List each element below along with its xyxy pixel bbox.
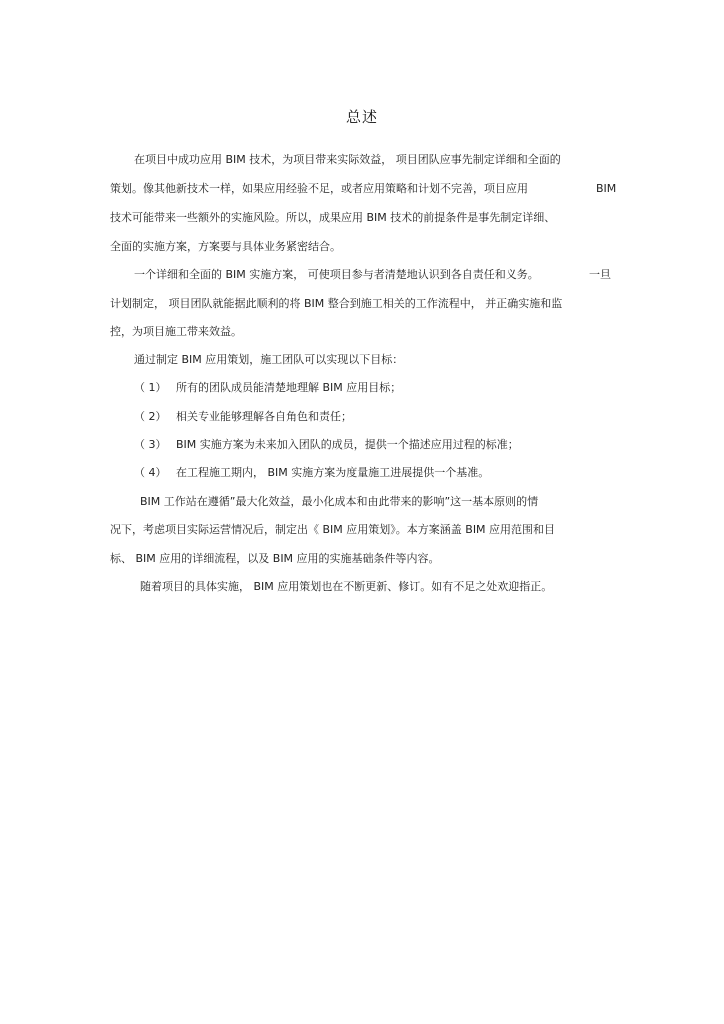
paragraph2-line1: 一个详细和全面的 BIM 实施方案， 可使项目参与者清楚地认识到各自责任和义务。: [134, 268, 539, 281]
goal-item-number: （ 3）: [134, 438, 167, 451]
paragraph1-line1: 在项目中成功应用 BIM 技术，为项目带来实际效益， 项目团队应事先制定详细和全面的: [134, 153, 561, 166]
goal-item-1: [134, 381, 401, 395]
paragraph1-line3: 技术可能带来一些额外的实施风险。所以，成果应用 BIM 技术的前提条件是事先制定详细、: [110, 211, 556, 224]
paragraph2-line2: 计划制定， 项目团队就能据此顺利的将 BIM 整合到施工相关的工作流程中， 并正确实施和监: [110, 297, 563, 310]
goal-item-text: BIM 实施方案为未来加入团队的成员，提供一个描述应用过程的标准；: [176, 438, 519, 451]
paragraph5-line1: 随着项目的具体实施， BIM 应用策划也在不断更新、修订。如有不足之处欢迎指正。: [140, 580, 553, 593]
goal-item-3: [134, 438, 519, 452]
paragraph4-line2: 况下，考虑项目实际运营情况后，制定出《 BIM 应用策划》。本方案涵盖 BIM 应用范围和目: [110, 523, 556, 536]
paragraph2-line1-end: 一旦: [589, 268, 611, 281]
goals-intro: 通过制定 BIM 应用策划，施工团队可以实现以下目标：: [134, 353, 404, 366]
goal-item-number: （ 2）: [134, 410, 167, 423]
goal-item-4: [134, 466, 489, 480]
paragraph4-line1: BIM 工作站在遵循”最大化效益，最小化成本和由此带来的影响”这一基本原则的情: [140, 495, 539, 508]
goal-item-number: （ 1）: [134, 381, 167, 394]
paragraph1-line4: 全面的实施方案，方案要与具体业务紧密结合。: [110, 240, 341, 253]
paragraph4-line3: 标、 BIM 应用的详细流程，以及 BIM 应用的实施基础条件等内容。: [110, 552, 440, 565]
goal-item-text: 在工程施工期内， BIM 实施方案为度量施工进展提供一个基准。: [176, 466, 490, 479]
goal-item-text: 所有的团队成员能清楚地理解 BIM 应用目标；: [176, 381, 402, 394]
paragraph2-line3: 控，为项目施工带来效益。: [110, 325, 242, 338]
goal-item-number: （ 4）: [134, 466, 167, 479]
paragraph1-line2: 策划。像其他新技术一样，如果应用经验不足，或者应用策略和计划不完善，项目应用: [110, 182, 528, 195]
goal-item-2: [134, 410, 352, 424]
document-title: 总述: [345, 108, 378, 126]
goal-item-text: 相关专业能够理解各自角色和责任；: [176, 410, 352, 423]
paragraph1-line2-end: BIM: [596, 182, 617, 195]
